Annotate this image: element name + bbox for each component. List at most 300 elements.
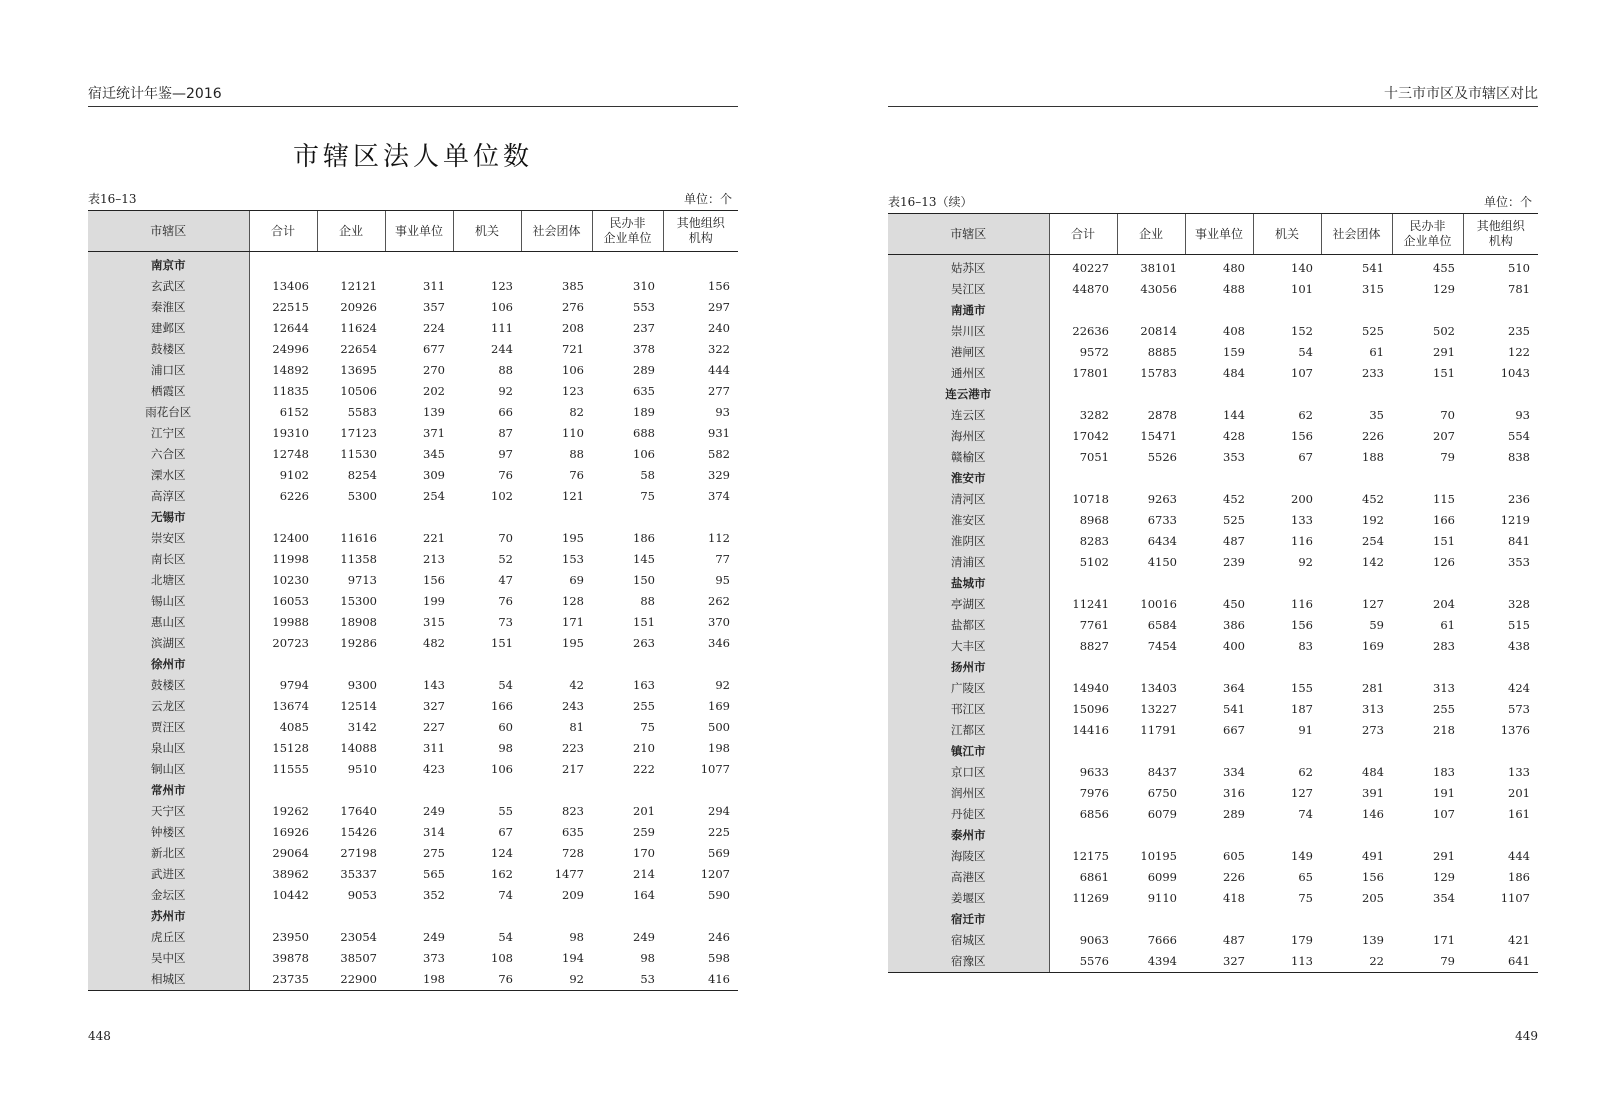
table-row xyxy=(88,549,738,570)
table-cell: 20814 xyxy=(1140,324,1177,338)
table-cell: 15096 xyxy=(1072,702,1109,716)
district-name: 泉山区 xyxy=(88,738,249,759)
page-number: 449 xyxy=(1515,1029,1538,1043)
table-cell: 12644 xyxy=(272,321,309,335)
district-name: 鼓楼区 xyxy=(88,675,249,696)
table-row xyxy=(888,930,1538,951)
table-cell: 12514 xyxy=(340,699,377,713)
table-cell: 235 xyxy=(1508,324,1530,338)
table-cell xyxy=(1185,468,1253,489)
table-header-row xyxy=(888,214,1538,255)
table-cell: 289 xyxy=(1223,807,1245,821)
table-cell: 255 xyxy=(633,699,655,713)
table-cell: 487 xyxy=(1223,534,1245,548)
table-cell xyxy=(249,780,317,801)
table-cell: 123 xyxy=(491,279,513,293)
table-cell: 353 xyxy=(1223,450,1245,464)
table-cell: 23054 xyxy=(340,930,377,944)
table-cell: 210 xyxy=(633,741,655,755)
table-row xyxy=(88,318,738,339)
table-cell: 93 xyxy=(715,405,730,419)
table-cell xyxy=(1049,741,1117,762)
table-row xyxy=(888,888,1538,909)
table-cell: 421 xyxy=(1508,933,1530,947)
table-cell xyxy=(1049,300,1117,321)
table-cell: 188 xyxy=(1362,450,1384,464)
table-cell: 24996 xyxy=(272,342,309,356)
table-cell: 54 xyxy=(498,930,513,944)
table-cell: 254 xyxy=(1362,534,1384,548)
table-cell: 400 xyxy=(1223,639,1245,653)
table-cell: 107 xyxy=(1291,366,1313,380)
district-name: 钟楼区 xyxy=(88,822,249,843)
table-cell: 4394 xyxy=(1117,951,1185,973)
column-header-label: 企业 xyxy=(1138,226,1163,241)
table-cell: 1107 xyxy=(1500,891,1530,905)
page-number: 448 xyxy=(88,1029,111,1043)
table-cell xyxy=(453,654,521,675)
table-cell: 14940 xyxy=(1072,681,1109,695)
table-cell xyxy=(1321,573,1392,594)
table-cell: 53 xyxy=(592,969,663,991)
table-cell xyxy=(1253,300,1321,321)
table-cell: 191 xyxy=(1433,786,1455,800)
table-cell: 345 xyxy=(423,447,445,461)
table-cell: 438 xyxy=(1508,639,1530,653)
table-row xyxy=(88,822,738,843)
table-cell: 677 xyxy=(423,342,445,356)
column-header xyxy=(663,211,738,252)
table-cell: 98 xyxy=(640,951,655,965)
table-row xyxy=(88,297,738,318)
table-cell: 133 xyxy=(1291,513,1313,527)
table-row xyxy=(888,594,1538,615)
table-cell: 209 xyxy=(562,888,584,902)
table-cell xyxy=(1117,468,1185,489)
table-cell xyxy=(317,780,385,801)
district-name: 锡山区 xyxy=(88,591,249,612)
district-name: 北塘区 xyxy=(88,570,249,591)
table-cell: 281 xyxy=(1362,681,1384,695)
district-name: 秦淮区 xyxy=(88,297,249,318)
table-cell: 1477 xyxy=(554,867,584,881)
district-name: 港闸区 xyxy=(888,342,1049,363)
city-group-row xyxy=(88,252,738,277)
table-cell: 283 xyxy=(1433,639,1455,653)
table-cell: 38962 xyxy=(272,867,309,881)
table-cell xyxy=(1463,741,1538,762)
table-cell: 171 xyxy=(562,615,584,629)
table-cell xyxy=(1253,825,1321,846)
table-cell: 200 xyxy=(1291,492,1313,506)
table-cell: 156 xyxy=(1291,429,1313,443)
table-cell: 11269 xyxy=(1072,891,1109,905)
table-cell: 10506 xyxy=(340,384,377,398)
column-header-label: 事业单位 xyxy=(394,223,443,238)
table-cell xyxy=(1321,468,1392,489)
table-cell: 186 xyxy=(1508,870,1530,884)
table-header-row xyxy=(88,211,738,252)
table-cell: 150 xyxy=(633,573,655,587)
table-cell: 76 xyxy=(498,594,513,608)
table-row xyxy=(88,633,738,654)
table-cell: 115 xyxy=(1433,492,1455,506)
table-cell xyxy=(663,780,738,801)
running-head: 宿迁统计年鉴—2016 xyxy=(88,84,738,107)
table-cell xyxy=(1049,657,1117,678)
district-name: 淮阴区 xyxy=(888,531,1049,552)
table-cell xyxy=(317,252,385,277)
column-header-label: 民办非 xyxy=(1409,219,1446,233)
table-cell: 13674 xyxy=(272,699,309,713)
table-cell: 195 xyxy=(562,636,584,650)
table-cell xyxy=(1049,468,1117,489)
table-cell: 106 xyxy=(562,363,584,377)
table-cell: 77 xyxy=(715,552,730,566)
table-cell: 354 xyxy=(1433,891,1455,905)
column-header xyxy=(1321,214,1392,255)
table-row xyxy=(888,783,1538,804)
table-cell: 22900 xyxy=(317,969,385,991)
table-cell: 10442 xyxy=(272,888,309,902)
table-cell: 327 xyxy=(1185,951,1253,973)
table-cell: 554 xyxy=(1508,429,1530,443)
table-cell: 316 xyxy=(1223,786,1245,800)
table-cell: 144 xyxy=(1223,408,1245,422)
table-cell: 67 xyxy=(1298,450,1313,464)
table-cell: 721 xyxy=(562,342,584,356)
table-cell: 276 xyxy=(562,300,584,314)
table-cell xyxy=(1049,909,1117,930)
city-name: 宿迁市 xyxy=(888,909,1049,930)
table-cell: 60 xyxy=(498,720,513,734)
table-cell: 1376 xyxy=(1500,723,1530,737)
table-cell: 192 xyxy=(1362,513,1384,527)
district-name: 雨花台区 xyxy=(88,402,249,423)
city-group-row xyxy=(888,825,1538,846)
table-cell: 11241 xyxy=(1072,597,1109,611)
table-cell: 635 xyxy=(562,825,584,839)
table-cell: 76 xyxy=(569,468,584,482)
table-cell: 139 xyxy=(1362,933,1384,947)
table-cell xyxy=(1185,384,1253,405)
table-cell: 107 xyxy=(1433,807,1455,821)
table-cell: 39878 xyxy=(272,951,309,965)
table-cell: 55 xyxy=(498,804,513,818)
table-cell: 133 xyxy=(1508,765,1530,779)
table-cell xyxy=(1049,384,1117,405)
table-label: 表16–13（续） xyxy=(888,195,973,209)
table-cell: 8283 xyxy=(1079,534,1109,548)
data-table xyxy=(888,213,1538,973)
table-cell: 667 xyxy=(1223,723,1245,737)
district-name: 玄武区 xyxy=(88,276,249,297)
table-cell: 204 xyxy=(1433,597,1455,611)
table-row xyxy=(88,927,738,948)
table-cell xyxy=(1117,825,1185,846)
table-cell: 291 xyxy=(1433,345,1455,359)
table-row xyxy=(888,363,1538,384)
table-cell xyxy=(1321,657,1392,678)
table-cell: 5526 xyxy=(1147,450,1177,464)
district-name: 高港区 xyxy=(888,867,1049,888)
table-cell: 1043 xyxy=(1500,366,1530,380)
table-cell: 198 xyxy=(385,969,453,991)
table-cell: 309 xyxy=(423,468,445,482)
table-cell: 58 xyxy=(640,468,655,482)
table-row xyxy=(888,867,1538,888)
table-cell: 14088 xyxy=(340,741,377,755)
table-cell: 128 xyxy=(562,594,584,608)
table-cell: 311 xyxy=(423,741,445,755)
column-header xyxy=(592,211,663,252)
table-cell: 346 xyxy=(708,636,730,650)
table-cell: 20723 xyxy=(272,636,309,650)
table-cell: 6152 xyxy=(279,405,309,419)
table-cell: 6226 xyxy=(279,489,309,503)
table-cell: 40227 xyxy=(1072,261,1109,275)
table-cell: 14892 xyxy=(272,363,309,377)
table-row xyxy=(888,489,1538,510)
district-name: 滨湖区 xyxy=(88,633,249,654)
table-cell: 931 xyxy=(708,426,730,440)
district-name: 云龙区 xyxy=(88,696,249,717)
table-cell: 159 xyxy=(1223,345,1245,359)
district-name: 海州区 xyxy=(888,426,1049,447)
page-title: 市辖区法人单位数 xyxy=(292,142,533,172)
table-cell: 11530 xyxy=(340,447,377,461)
table-cell: 88 xyxy=(498,363,513,377)
table-cell: 244 xyxy=(491,342,513,356)
table-cell: 2878 xyxy=(1147,408,1177,422)
table-cell: 482 xyxy=(423,636,445,650)
table-cell: 13403 xyxy=(1140,681,1177,695)
table-cell: 6733 xyxy=(1147,513,1177,527)
table-row xyxy=(88,801,738,822)
table-cell: 385 xyxy=(562,279,584,293)
district-name: 广陵区 xyxy=(888,678,1049,699)
table-cell: 688 xyxy=(633,426,655,440)
city-group-row xyxy=(888,384,1538,405)
table-cell: 6434 xyxy=(1147,534,1177,548)
table-row xyxy=(88,675,738,696)
table-cell: 374 xyxy=(708,489,730,503)
table-cell: 9300 xyxy=(347,678,377,692)
table-cell: 310 xyxy=(633,279,655,293)
table-cell: 97 xyxy=(498,447,513,461)
table-cell: 18908 xyxy=(340,615,377,629)
table-cell: 199 xyxy=(423,594,445,608)
table-cell: 3282 xyxy=(1079,408,1109,422)
table-cell: 4085 xyxy=(279,720,309,734)
column-header-label-line2: 机构 xyxy=(688,231,713,245)
table-cell: 243 xyxy=(562,699,584,713)
table-cell: 249 xyxy=(633,930,655,944)
district-name: 天宁区 xyxy=(88,801,249,822)
table-cell: 5102 xyxy=(1079,555,1109,569)
table-cell: 11791 xyxy=(1140,723,1177,737)
table-cell: 8968 xyxy=(1079,513,1109,527)
table-cell: 4150 xyxy=(1147,555,1177,569)
table-cell: 491 xyxy=(1362,849,1384,863)
table-cell: 214 xyxy=(633,867,655,881)
table-row xyxy=(888,762,1538,783)
table-cell xyxy=(1392,573,1463,594)
table-cell xyxy=(385,507,453,528)
table-cell: 352 xyxy=(423,888,445,902)
table-cell: 515 xyxy=(1508,618,1530,632)
table-cell: 93 xyxy=(1515,408,1530,422)
table-cell: 7051 xyxy=(1079,450,1109,464)
table-cell: 17123 xyxy=(340,426,377,440)
table-cell: 164 xyxy=(633,888,655,902)
table-cell xyxy=(1185,657,1253,678)
table-cell: 13227 xyxy=(1140,702,1177,716)
table-cell: 151 xyxy=(1433,366,1455,380)
table-cell: 297 xyxy=(708,300,730,314)
table-cell: 311 xyxy=(423,279,445,293)
table-cell xyxy=(1049,573,1117,594)
district-name: 宿豫区 xyxy=(888,951,1049,973)
table-cell: 76 xyxy=(498,468,513,482)
table-cell: 87 xyxy=(498,426,513,440)
table-cell: 9794 xyxy=(279,678,309,692)
city-name: 苏州市 xyxy=(88,906,249,927)
table-cell: 15471 xyxy=(1140,429,1177,443)
table-cell xyxy=(663,252,738,277)
table-cell: 42 xyxy=(569,678,584,692)
table-cell: 11835 xyxy=(272,384,309,398)
city-name: 连云港市 xyxy=(888,384,1049,405)
table-cell: 11624 xyxy=(340,321,377,335)
table-cell: 13406 xyxy=(272,279,309,293)
column-header-label: 机关 xyxy=(474,223,499,238)
table-cell: 294 xyxy=(708,804,730,818)
table-cell: 38101 xyxy=(1140,261,1177,275)
table-cell: 273 xyxy=(1362,723,1384,737)
table-cell xyxy=(521,654,592,675)
city-name: 镇江市 xyxy=(888,741,1049,762)
table-cell: 171 xyxy=(1433,933,1455,947)
table-cell: 98 xyxy=(569,930,584,944)
table-cell: 541 xyxy=(1223,702,1245,716)
table-cell: 452 xyxy=(1362,492,1384,506)
table-cell: 9713 xyxy=(347,573,377,587)
table-cell: 553 xyxy=(633,300,655,314)
table-cell xyxy=(1117,573,1185,594)
table-cell: 73 xyxy=(498,615,513,629)
table-cell: 444 xyxy=(1508,849,1530,863)
table-cell: 525 xyxy=(1223,513,1245,527)
table-cell xyxy=(249,252,317,277)
table-cell: 10016 xyxy=(1140,597,1177,611)
table-cell xyxy=(1392,384,1463,405)
table-cell: 11358 xyxy=(340,552,377,566)
table-cell: 314 xyxy=(423,825,445,839)
city-name: 泰州市 xyxy=(888,825,1049,846)
table-cell xyxy=(385,654,453,675)
table-cell: 480 xyxy=(1223,261,1245,275)
table-cell: 222 xyxy=(633,762,655,776)
table-cell: 92 xyxy=(1298,555,1313,569)
table-cell: 75 xyxy=(1298,891,1313,905)
table-cell: 9102 xyxy=(279,468,309,482)
table-cell xyxy=(1463,825,1538,846)
column-header xyxy=(1392,214,1463,255)
table-cell: 378 xyxy=(633,342,655,356)
table-cell: 61 xyxy=(1440,618,1455,632)
table-cell: 254 xyxy=(423,489,445,503)
table-cell: 5583 xyxy=(347,405,377,419)
table-cell: 15426 xyxy=(340,825,377,839)
table-cell: 838 xyxy=(1508,450,1530,464)
table-row xyxy=(88,738,738,759)
city-group-row xyxy=(888,741,1538,762)
table-row xyxy=(88,402,738,423)
table-cell: 81 xyxy=(569,720,584,734)
table-cell: 502 xyxy=(1433,324,1455,338)
district-name: 连云区 xyxy=(888,405,1049,426)
table-cell: 444 xyxy=(708,363,730,377)
table-cell: 29064 xyxy=(272,846,309,860)
table-row xyxy=(88,423,738,444)
table-cell: 101 xyxy=(1291,282,1313,296)
table-row xyxy=(88,969,738,991)
table-cell: 207 xyxy=(1433,429,1455,443)
table-cell xyxy=(521,252,592,277)
table-cell xyxy=(385,252,453,277)
table-cell: 38507 xyxy=(340,951,377,965)
table-cell: 116 xyxy=(1291,534,1313,548)
table-cell: 189 xyxy=(633,405,655,419)
running-head: 十三市市区及市辖区对比 xyxy=(888,84,1538,107)
district-name: 海陵区 xyxy=(888,846,1049,867)
table-cell xyxy=(1253,468,1321,489)
table-cell: 12748 xyxy=(272,447,309,461)
table-cell: 635 xyxy=(633,384,655,398)
table-cell: 44870 xyxy=(1072,282,1109,296)
table-cell: 62 xyxy=(1298,408,1313,422)
table-cell xyxy=(1321,741,1392,762)
table-row xyxy=(88,759,738,780)
table-cell: 54 xyxy=(1298,345,1313,359)
table-cell: 275 xyxy=(423,846,445,860)
table-cell: 22654 xyxy=(340,342,377,356)
table-row xyxy=(888,321,1538,342)
table-cell: 98 xyxy=(498,741,513,755)
table-cell xyxy=(317,654,385,675)
table-cell: 187 xyxy=(1291,702,1313,716)
table-cell: 111 xyxy=(491,321,513,335)
city-group-row xyxy=(888,657,1538,678)
table-cell: 408 xyxy=(1223,324,1245,338)
table-cell: 6079 xyxy=(1147,807,1177,821)
table-row xyxy=(888,510,1538,531)
city-group-row xyxy=(888,573,1538,594)
table-row xyxy=(888,699,1538,720)
table-cell: 315 xyxy=(423,615,445,629)
table-cell: 277 xyxy=(708,384,730,398)
table-cell: 313 xyxy=(1433,681,1455,695)
table-cell: 223 xyxy=(562,741,584,755)
table-cell: 240 xyxy=(708,321,730,335)
table-cell: 162 xyxy=(491,867,513,881)
table-cell: 19262 xyxy=(272,804,309,818)
column-header xyxy=(521,211,592,252)
table-cell: 169 xyxy=(708,699,730,713)
table-cell xyxy=(663,654,738,675)
table-cell: 202 xyxy=(423,384,445,398)
